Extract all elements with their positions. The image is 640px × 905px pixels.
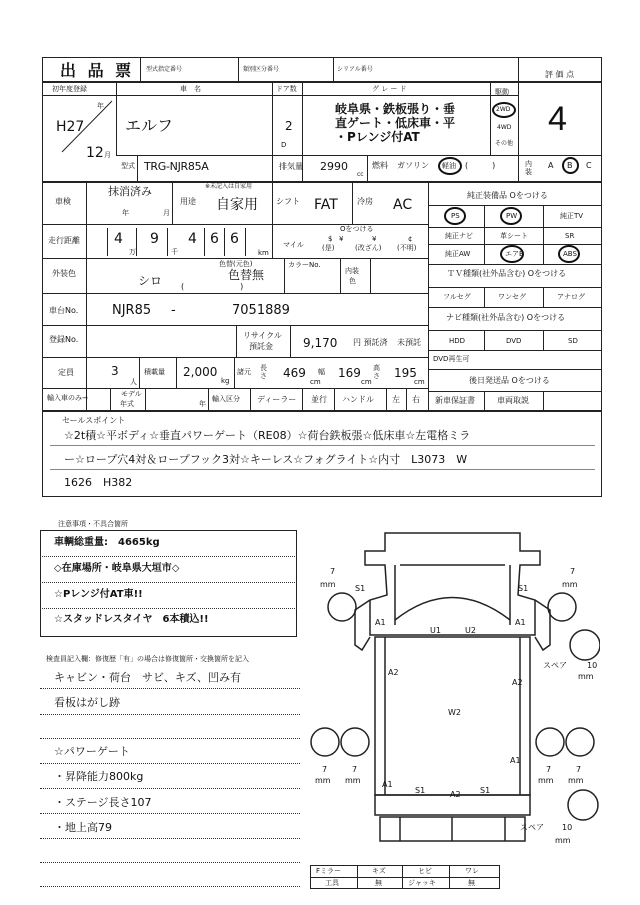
yoto-note: ※未記入は自家用 [205, 183, 253, 190]
selling-line-1: ☆2t積☆平ボディ☆垂直パワーゲート（RE08）☆荷台鉄板張☆低床車☆左電格ミラ [64, 429, 471, 442]
gaisou-label: 外装色 [52, 269, 76, 278]
tread-fl: 7 [330, 567, 336, 576]
recycle-yen: 円 預託済 [353, 338, 388, 347]
dvd-label: DVD再生可 [433, 355, 470, 363]
spare-label-1: スペア [543, 661, 567, 670]
fm-h-3: ヒビ [418, 867, 432, 875]
km-unit: km [258, 249, 269, 257]
sekisai-label: 積載量 [144, 368, 165, 376]
nen-unit: 年 [97, 102, 104, 110]
equip-sr: SR [565, 232, 575, 240]
month-value: 12 [86, 145, 104, 161]
teiin-label: 定員 [58, 368, 74, 377]
shamei-label: 車 名 [180, 85, 201, 93]
drive-label: 駆動 [495, 88, 509, 96]
selling-line-3: 1626 H382 [64, 476, 133, 489]
note-line-4: ☆スタッドレスタイヤ 6本積込!! [54, 614, 209, 625]
naisou-grade-label: 内装 [525, 160, 532, 176]
naisou-color-label: 内装 [345, 267, 359, 275]
navi-label: ナビ種類(社外品含む) Oをつける [446, 313, 566, 322]
naga-value: 469 [283, 366, 306, 380]
km-digit-5: 6 [230, 231, 239, 247]
km-digit-2: 9 [150, 231, 159, 247]
spare-label-2: スペア [520, 823, 544, 832]
shaken-nen: 年 [122, 209, 129, 217]
shaken-value: 抹消済み [108, 185, 152, 198]
gaisou-value: シロ [138, 274, 163, 288]
dmg-s1-br: S1 [480, 786, 491, 795]
equip-label: 純正装備品 Oをつける [467, 191, 548, 200]
tread-rr1-mm: mm [538, 776, 554, 785]
dmg-s1-right: S1 [518, 584, 529, 593]
equip-ps: PS [451, 212, 460, 220]
fm-h-2: キズ [372, 867, 386, 875]
odo-opt-3b: (改ざん) [355, 244, 382, 252]
model-label: モデル [121, 390, 142, 398]
tread-rl2-mm: mm [345, 776, 361, 785]
taka-unit: cm [414, 378, 425, 386]
spare-mm-2: mm [555, 836, 571, 845]
nenshiki-label: 年式 [120, 400, 134, 408]
ps-circle [444, 207, 466, 225]
dmg-a2-right: A2 [512, 678, 523, 687]
teiin-unit: 人 [130, 378, 137, 386]
color-no-label: カラーNo. [288, 261, 321, 269]
dmg-u1: U1 [430, 626, 441, 635]
page-title: 出 品 票 [60, 61, 135, 80]
shadai-a: NJR85 [112, 303, 152, 318]
hyoka-label: 評 価 点 [545, 70, 575, 79]
dmg-a1-left: A1 [375, 618, 386, 627]
nendo-label: 初年度登録 [52, 85, 87, 93]
km-digit-1: 4 [114, 231, 123, 247]
odo-opt-4b: (不明) [397, 244, 417, 252]
dmg-s1-left: S1 [355, 584, 366, 593]
dmg-w2: W2 [448, 708, 461, 717]
inspector-line-5: ・昇降能力800kg [54, 770, 144, 783]
shadai-b: 7051889 [232, 303, 290, 318]
dmg-a1-right: A1 [515, 618, 526, 627]
grade-line-1: 岐阜県・鉄板張り・垂 [335, 102, 456, 116]
sekisai-value: 2,000 [183, 365, 218, 379]
odo-circle-note: Oをつける [340, 225, 374, 233]
yoto-label: 用途 [180, 197, 196, 206]
katashiki-shitei-label: 型式指定番号 [146, 66, 183, 73]
inspector-line-7: ・地上高79 [54, 821, 112, 834]
keiyu-option: 軽油 [442, 162, 456, 170]
naga-unit: cm [310, 378, 321, 386]
tv-label: ＴＶ種類(社外品含む) Oをつける [447, 269, 567, 278]
reibo-label: 冷房 [357, 197, 373, 206]
haba-label: 幅 [318, 368, 325, 376]
haba-value: 169 [338, 366, 361, 380]
spare-tread-1: 10 [587, 661, 598, 670]
tread-rl1: 7 [322, 765, 328, 774]
taka-value: 195 [394, 366, 417, 380]
iro-value: 色替無 [228, 268, 265, 282]
shogen-label: 諸元 [237, 368, 251, 376]
tread-fr-mm: mm [562, 580, 578, 589]
equip-aw: 純正AW [445, 250, 471, 258]
tread-rr1: 7 [546, 765, 552, 774]
toroku-label: 登録No. [49, 335, 79, 344]
truck-diagram [300, 525, 600, 855]
naisou-color-sub: 色 [349, 277, 356, 285]
atozuke-label: 後日発送品 Oをつける [469, 376, 550, 385]
handle-right: 右 [412, 395, 420, 404]
fuel-paren: ( ) [465, 161, 496, 170]
airbag-circle [500, 245, 524, 263]
keiyu-circle [438, 157, 462, 175]
cc-unit: cc [357, 171, 364, 178]
grade-label: グ レ ー ド [372, 85, 407, 93]
naisou-grade-a: A [548, 161, 554, 170]
note-line-1: 車輌総重量: 4665kg [54, 537, 160, 548]
selling-label: セールスポイント [62, 416, 126, 425]
shaken-gatsu: 月 [163, 209, 170, 217]
serial-label: シリアル番号 [337, 66, 373, 73]
fm-v-4: 無 [468, 879, 475, 887]
odo-opt-1: $ [328, 235, 333, 243]
yunyu-label: 輸入車のみ→ [47, 394, 88, 402]
navi-sd: SD [568, 337, 578, 345]
mile-label: マイル [283, 241, 304, 249]
shaken-label: 車検 [55, 197, 71, 206]
abs-circle [558, 245, 580, 263]
naga-label: 長さ [260, 364, 267, 380]
equip-tv: 純正TV [560, 212, 584, 220]
sekisai-unit: kg [221, 377, 230, 385]
hosho-label: 新車保証書 [435, 396, 475, 405]
kiroku-label: 車両取説 [497, 396, 529, 405]
sen-unit: 千 [171, 248, 178, 256]
tread-rr2: 7 [576, 765, 582, 774]
navi-hdd: HDD [449, 337, 466, 345]
recycle-value: 9,170 [303, 336, 338, 350]
inspector-label: 検査員記入欄：修復歴「有」の場合は修復箇所・交換箇所を記入 [46, 655, 249, 663]
tv-fullseg: フルセグ [443, 293, 471, 301]
katashiki-value: TRG-NJR85A [144, 160, 209, 173]
cc-value: 2990 [320, 160, 348, 173]
doors-d: D [281, 141, 287, 149]
handle-label: ハンドル [342, 395, 374, 404]
equip-abs: ABS [563, 250, 577, 258]
man-unit: 万 [129, 248, 136, 256]
odo-opt-3: ¥ [372, 235, 377, 243]
doors-label: ドア数 [276, 85, 297, 93]
grade-line-2: 直ゲート・低床車・平 [335, 116, 456, 130]
tread-fr: 7 [570, 567, 576, 576]
shift-label: シフト [276, 197, 300, 206]
equip-pw: PW [506, 212, 518, 220]
dmg-u2: U2 [465, 626, 476, 635]
shift-value: FAT [314, 197, 338, 213]
equip-airbag: エアB [505, 250, 524, 258]
taka-label: 高さ [373, 364, 380, 380]
equip-navi: 純正ナビ [445, 232, 473, 240]
tv-analog: アナログ [557, 293, 585, 301]
tread-fl-mm: mm [320, 580, 336, 589]
fm-h-4: ワレ [465, 867, 479, 875]
fm-v-1: 工具 [325, 879, 339, 887]
kubun-label: 輸入区分 [212, 395, 240, 403]
inspector-line-2: 看板はがし跡 [54, 696, 120, 709]
recycle-label-1: リサイクル [243, 331, 282, 340]
car-name: エルフ [125, 116, 174, 135]
score-value: 4 [548, 100, 567, 138]
dmg-s1-bl: S1 [415, 786, 426, 795]
era-value: H27 [56, 119, 85, 135]
dealer-option: ディーラー [257, 395, 297, 404]
fm-h-1: Fミラー [316, 867, 342, 875]
tsuki-unit: 月 [104, 151, 111, 159]
inspector-line-1: キャビン・荷台 サビ、キズ、凹み有 [54, 671, 241, 684]
shadai-dash: - [171, 303, 176, 318]
dmg-a1-bl: A1 [382, 780, 393, 789]
import-nen: 年 [199, 400, 206, 408]
tread-rr2-mm: mm [568, 776, 584, 785]
haba-unit: cm [361, 378, 372, 386]
navi-dvd: DVD [506, 337, 522, 345]
notes-label: 注意事項・不具合箇所 [58, 520, 128, 528]
iro-label: 色替(元色) [219, 260, 253, 268]
fm-v-2: 無 [375, 879, 382, 887]
odo-opt-1b: (是) [322, 244, 335, 252]
dmg-a1-br: A1 [510, 756, 521, 765]
yoto-value: 自家用 [216, 197, 258, 213]
nenryo-label: 燃料 [372, 161, 388, 170]
fuel-value: ガソリン [397, 161, 429, 170]
drive-4wd: 4WD [497, 124, 512, 131]
heikou-option: 並行 [311, 395, 327, 404]
drive-2wd-circle [492, 102, 516, 118]
katashiki-label: 型式 [121, 162, 135, 170]
teiin-value: 3 [111, 364, 119, 378]
iro-paren: ( ) [181, 282, 244, 291]
note-line-2: ◇在庫場所・岐阜県大垣市◇ [54, 563, 180, 574]
fm-v-3: ジャッキ [408, 879, 436, 887]
spare-mm-1: mm [578, 672, 594, 681]
drive-other: その他 [495, 140, 514, 147]
tv-oneseg: ワンセグ [498, 293, 526, 301]
handle-left: 左 [392, 395, 400, 404]
pw-circle [500, 207, 522, 225]
grade-line-3: ・Pレンジ付AT [335, 130, 420, 144]
km-digit-4: 6 [210, 231, 219, 247]
recycle-label-2: 預託金 [249, 342, 273, 351]
equip-leather: 革シート [500, 232, 528, 240]
grade-b-circle [562, 157, 579, 174]
reibo-value: AC [393, 197, 413, 213]
dmg-a2-bottom: A2 [450, 790, 461, 799]
ruibetsu-label: 類別区分番号 [243, 66, 280, 73]
shadai-label: 車台No. [49, 306, 79, 315]
tread-rl1-mm: mm [315, 776, 331, 785]
drive-2wd: 2WD [496, 106, 511, 113]
haikiryo-label: 排気量 [279, 162, 303, 171]
note-line-3: ☆Pレンジ付AT車!! [54, 589, 143, 600]
doors-value: 2 [285, 119, 293, 133]
naisou-grade-c: C [586, 161, 592, 170]
km-digit-3: 4 [188, 231, 197, 247]
selling-line-2: ー☆ロープ穴4対＆ロープフック3対☆キーレス☆フォグライト☆内寸 L3073 W [64, 453, 468, 466]
tread-rl2: 7 [352, 765, 358, 774]
kyori-label: 走行距離 [48, 236, 80, 245]
inspector-line-6: ・ステージ長さ107 [54, 796, 152, 809]
inspector-line-4: ☆パワーゲート [54, 745, 130, 758]
odo-opt-2: ¥ [339, 235, 344, 243]
recycle-miyotaku: 未預託 [397, 338, 421, 347]
odo-opt-4: ¢ [408, 235, 413, 243]
dmg-a2-left: A2 [388, 668, 399, 677]
spare-tread-2: 10 [562, 823, 573, 832]
naisou-grade-b: B [567, 161, 573, 170]
